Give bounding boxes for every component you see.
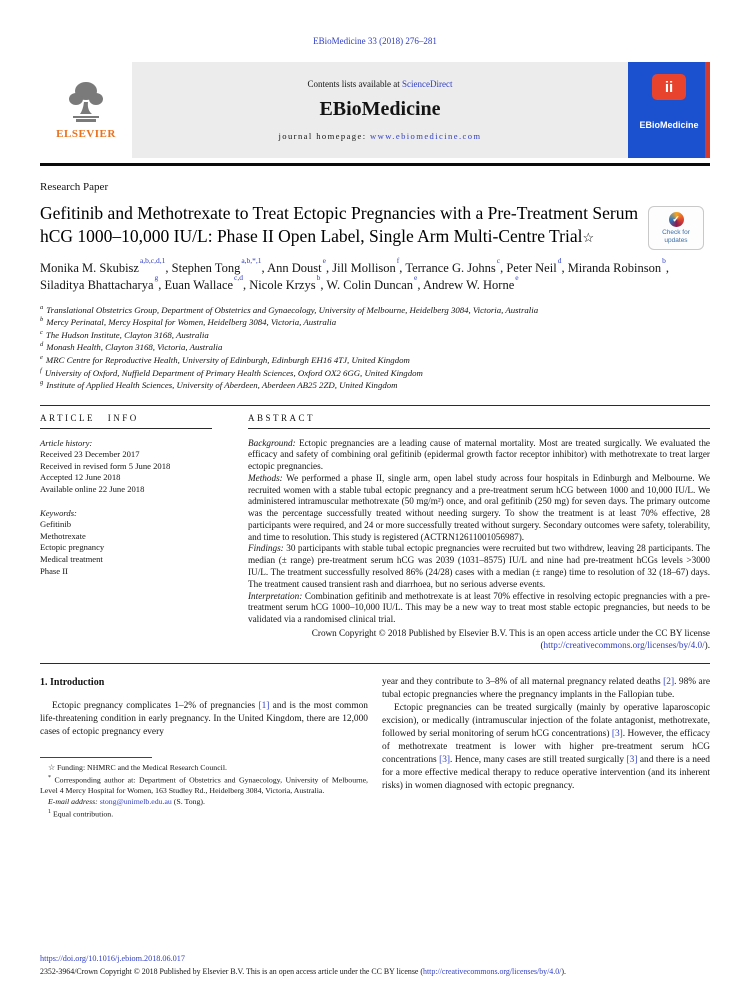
body-column-right <box>382 676 710 820</box>
article-info-abstract-section <box>40 405 710 665</box>
history-item: Received in revised form 5 June 2018 <box>40 460 171 471</box>
author: Euan Wallace$^{c,d}$, <box>164 273 250 293</box>
abstract-copyright: Crown Copyright © 2018 Published by Elsevier B.V. This is an open access article under the CC BY license (http://creativecommons.org/licenses/by/4.0/). <box>311 627 710 650</box>
author-affil-sup[interactable]: b <box>662 255 666 265</box>
footnote-divider <box>40 757 152 758</box>
affiliation: $^c$ The Hudson Institute, Clayton 3168, Australia <box>40 328 209 340</box>
history-item: Received 23 December 2017 <box>40 449 140 460</box>
funding-star: ☆ <box>48 763 55 773</box>
author-list <box>40 255 700 295</box>
article-title-text: Gefitinib and Methotrexate to Treat Ectopic Pregnancies with a Pre-Treatment Serum hCG 1000–10,000 IU/L: Phase II Open Label, Single Arm Multi-Centre Trial <box>40 203 639 247</box>
elsevier-logo[interactable] <box>40 62 132 158</box>
footnote-equal-contribution: $^1$ Equal contribution. <box>48 808 114 819</box>
author: Nicole Krzys$^b$, <box>249 273 327 293</box>
history-item: Accepted 12 June 2018 <box>40 472 121 483</box>
author: Ann Doust$^e$, <box>267 255 333 275</box>
body-paragraph: Ectopic pregnancies can be treated surgically (mainly by operative laparoscopic excision), or medically (intramuscular injection of the folate antagonist, methotrexate, followed by serial monitoring of serum hCG concentrations) [3]. However, the efficacy of methotrexate treatment is lower with higher pre-treatment serum hCG concentrations [3]. Hence, many cases are still treated surgically [3] and there is a need for a more effective medical therapy to reduce operative intervention (and its inherent risks) in women diagnosed with ectopic pregnancy. <box>382 703 711 792</box>
body-paragraph: Ectopic pregnancy complicates 1–2% of pregnancies [1] and is the most common life-threatening condition in early pregnancy. In the United Kingdom, there are 12,000 cases of ectopic pregnancy every <box>40 701 368 738</box>
author: Jill Mollison$^f$, <box>332 255 406 275</box>
author-affil-sup[interactable]: e <box>322 255 326 265</box>
article-type-label: Research Paper <box>40 181 109 193</box>
keyword: Gefitinib <box>40 519 72 530</box>
author-affil-sup[interactable]: e <box>414 273 418 283</box>
abstract-paragraph: Interpretation: Combination gefitinib and methotrexate is at least 70% effective in resolving ectopic pregnancies with a pre-treatment serum hCG 1000–10,000 IU/L. This may be a new way to treat most stable ectopic pregnancies, but needs to be validated via a randomised clinical trial. <box>248 590 711 625</box>
keyword: Methotrexate <box>40 530 86 541</box>
footnote-funding: ☆ Funding: NHMRC and the Medical Research Council. <box>48 763 227 773</box>
section-heading-introduction: 1. Introduction <box>40 677 105 689</box>
page-footer <box>40 953 710 978</box>
check-badge-line2: updates <box>664 236 688 244</box>
author-affil-sup[interactable]: g <box>154 273 159 283</box>
check-for-updates-badge[interactable] <box>648 206 704 250</box>
author: Terrance G. Johns$^c$, <box>405 255 507 275</box>
author: Miranda Robinson$^b$, <box>567 255 669 275</box>
footnote-email: E-mail address: stong@unimelb.edu.au (S. Tong). <box>48 796 205 806</box>
check-badge-line1: Check for <box>662 228 690 236</box>
abstract-paragraph: Background: Ectopic pregnancies are a leading cause of maternal mortality. Most are treated surgically. We evaluated the efficacy and safety of combining oral gefitinib (epidermal growth factor receptor inhibitor) with methotrexate to treat larger ectopic pregnancies. <box>248 437 710 472</box>
affiliation: $^g$ Institute of Applied Health Sciences, University of Aberdeen, Aberdeen AB25 2ZD, United Kingdom <box>40 379 398 390</box>
body-column-left <box>40 676 368 820</box>
author-affil-sup[interactable]: b <box>316 273 321 283</box>
contents-line <box>308 79 453 89</box>
author-affil-sup[interactable]: f <box>396 255 400 265</box>
cover-title: EBioMedicine <box>639 120 699 130</box>
author-affil-sup[interactable]: e <box>515 273 519 283</box>
history-item: Available online 22 June 2018 <box>40 483 145 494</box>
journal-name: EBioMedicine <box>319 98 441 120</box>
keyword: Ectopic pregnancy <box>40 542 105 553</box>
cc-by-license-link[interactable]: http://creativecommons.org/licenses/by/4.0/ <box>543 639 705 650</box>
email-link[interactable]: stong@unimelb.edu.au <box>99 796 172 806</box>
crossmark-icon <box>669 212 684 227</box>
journal-citation: EBioMedicine 33 (2018) 276–281 <box>313 36 437 46</box>
cover-logo-icon: ii <box>652 74 686 100</box>
author-affil-sup[interactable]: d <box>557 255 562 265</box>
article-info-heading: ARTICLE INFO <box>40 406 212 429</box>
keyword: Phase II <box>40 565 68 576</box>
elsevier-tree-icon <box>66 80 106 126</box>
keyword: Medical treatment <box>40 553 103 564</box>
author-affil-sup[interactable]: a,b,*,1 <box>241 255 262 265</box>
author: Peter Neil$^d$, <box>506 255 568 275</box>
article-body <box>40 676 710 820</box>
affiliation: $^e$ MRC Centre for Reproductive Health, University of Edinburgh, Edinburgh EH16 4TJ, United Kingdom <box>40 353 410 365</box>
author: Stephen Tong$^{a,b,*,1}$, <box>171 255 268 275</box>
doi-link[interactable]: https://doi.org/10.1016/j.ebiom.2018.06.017 <box>40 954 185 964</box>
article-history-label: Article history: <box>40 437 93 448</box>
author: W. Colin Duncan$^e$, <box>326 273 423 293</box>
affiliation: $^d$ Monash Health, Clayton 3168, Victoria, Australia <box>40 341 223 353</box>
masthead-center <box>132 62 628 158</box>
check-badge-label <box>662 229 690 245</box>
affiliation: $^b$ Mercy Perinatal, Mercy Hospital for Women, Heidelberg 3084, Victoria, Australia <box>40 316 337 328</box>
author: Siladitya Bhattacharya$^g$, <box>40 273 165 293</box>
affiliation-list <box>40 304 710 392</box>
abstract-heading: ABSTRACT <box>248 406 710 429</box>
author: Monika M. Skubisz$^{a,b,c,d,1}$, <box>40 255 172 275</box>
sciencedirect-link[interactable]: ScienceDirect <box>402 79 453 89</box>
issn-copyright-line: 2352-3964/Crown Copyright © 2018 Published by Elsevier B.V. This is an open access article under the CC BY license (http://creativecommons.org/licenses/by/4.0/). <box>40 966 566 976</box>
affiliation: $^a$ Translational Obstetrics Group, Department of Obstetrics and Gynaecology, University of Melbourne, Heidelberg 3084, Victoria, Australia <box>40 303 539 315</box>
footnotes-block <box>40 757 368 820</box>
abstract-paragraph: Findings: 30 participants with stable tubal ectopic pregnancies were recruited but two withdrew, leaving 28 participants. The median (± range) pre-treatment serum hCG was 2039 (1031–8575) IU/L and nine had pre-treatment hCGs levels >3000 IU/L. The treatment successfully resolved 86% (24/28) cases with a median (± range) time to resolution of 32 (18–67) days. The treatment caused transient rash and diarrhoea, but no serious adverse events. <box>248 543 710 589</box>
journal-homepage-link[interactable]: www.ebiomedicine.com <box>370 131 482 141</box>
author-affil-sup[interactable]: a,b,c,d,1 <box>139 255 166 265</box>
author: Andrew W. Horne$^e$ <box>422 273 519 293</box>
body-paragraph: year and they contribute to 3–8% of all maternal pregnancy related deaths [2]. 98% are tubal ectopic pregnancies where the pregnancy implants in the Fallopian tube. <box>382 677 710 701</box>
elsevier-wordmark: ELSEVIER <box>56 128 116 140</box>
footer-license-link[interactable]: http://creativecommons.org/licenses/by/4.0/ <box>423 966 562 976</box>
article-title <box>40 202 640 249</box>
author-affil-sup[interactable]: c <box>496 255 501 265</box>
affiliation: $^f$ University of Oxford, Nuffield Department of Primary Health Sciences, Oxford OX2 6GG, United Kingdom <box>40 366 423 378</box>
homepage-label: journal homepage: <box>278 131 371 141</box>
journal-cover-thumbnail[interactable] <box>628 62 710 158</box>
abstract-column <box>248 406 710 652</box>
article-info-column <box>40 406 212 652</box>
footnote-corresponding-author: * Corresponding author at: Department of Obstetrics and Gynaecology, University of Melbourne, Level 4 Mercy Hospital for Women, 163 Studley Rd., Heidelberg 3084, Victoria, Australia. <box>40 774 368 796</box>
author-affil-sup[interactable]: c,d <box>234 273 244 283</box>
keywords-label: Keywords: <box>40 507 77 518</box>
homepage-line <box>279 131 482 141</box>
abstract-paragraph: Methods: We performed a phase II, single arm, open label study across four hospitals in Edinburgh and Melbourne. We recruited women with a stable tubal ectopic pregnancy and a pre-treatment serum hCG between 1000 and 10,000 IU/L. We administered intramuscular methotrexate (50 mg/m²) once, and oral gefitinib (250 mg) for seven days. The primary outcome was the percentage successfully treated without needing surgery. To show the treatment is at least 70% effective, 28 participants were required, and 24 or more successfully treated without surgery. Secondary outcomes were safety, tolerability, and time to resolution. This study is registered (ACTRN12611001056987). <box>248 472 710 542</box>
title-footnote-star[interactable]: ☆ <box>582 230 595 246</box>
masthead-divider <box>40 163 710 166</box>
journal-masthead <box>40 62 710 158</box>
contents-prefix: Contents lists available at <box>307 79 402 89</box>
